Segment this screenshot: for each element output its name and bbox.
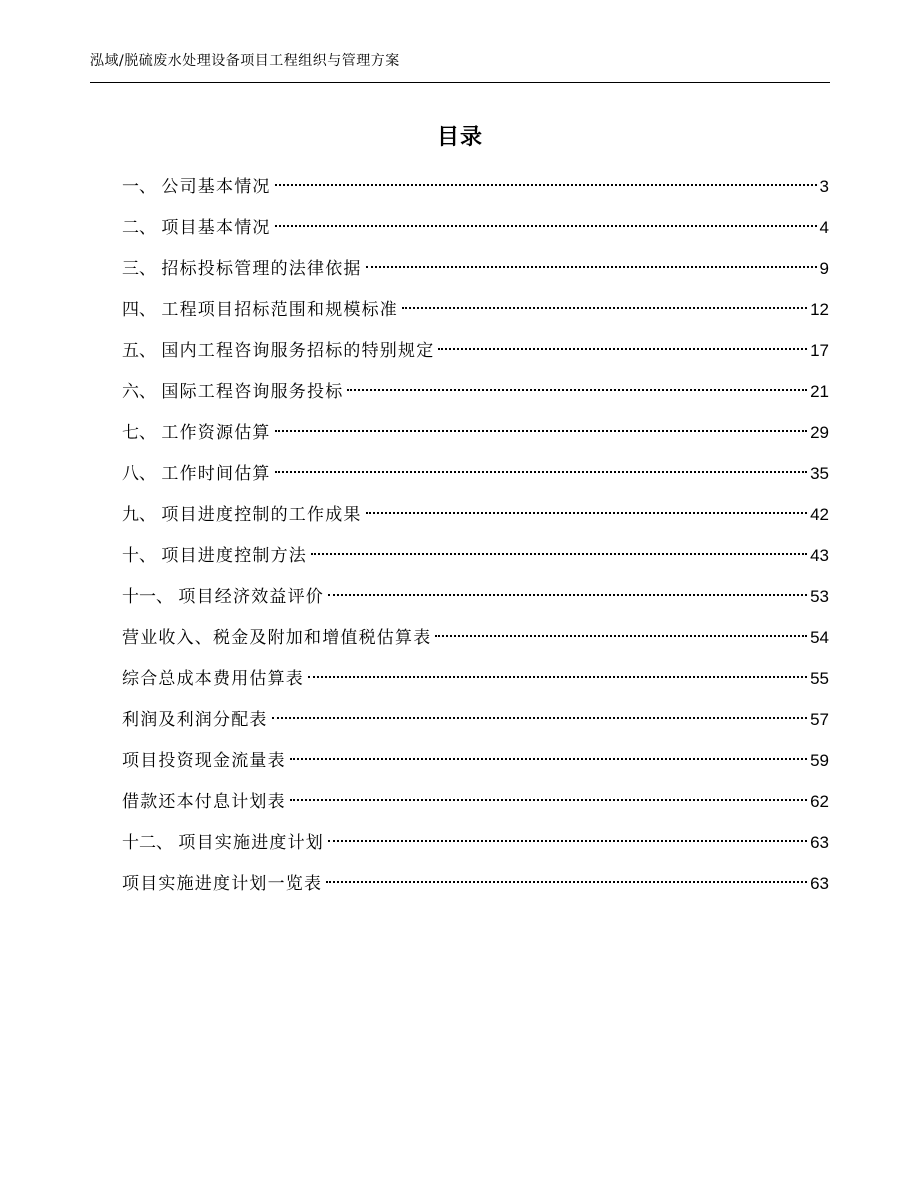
- toc-entry-page: 43: [810, 546, 829, 565]
- toc-entry[interactable]: [122, 494, 829, 535]
- toc-entry-page: 35: [810, 464, 829, 483]
- toc-entry-label: 营业收入、税金及附加和增值税估算表: [122, 628, 432, 648]
- toc-entry-page: 21: [810, 382, 829, 401]
- dot-leader: [275, 184, 817, 186]
- toc-title: 目录: [436, 125, 483, 150]
- toc-entry-label: 借款还本付息计划表: [122, 792, 286, 812]
- toc-entry-label: 项目投资现金流量表: [122, 751, 286, 771]
- toc-entry-label: 工作时间估算: [161, 464, 271, 484]
- dot-leader: [435, 635, 807, 637]
- toc-entry[interactable]: [122, 412, 829, 453]
- dot-leader: [290, 758, 807, 760]
- dot-leader: [275, 471, 807, 473]
- toc-entry-page: 63: [810, 874, 829, 893]
- dot-leader: [366, 512, 807, 514]
- toc-entry-number: 七、: [122, 423, 162, 443]
- toc-entry[interactable]: [122, 207, 829, 248]
- toc-entry[interactable]: [122, 740, 829, 781]
- toc-entry-label: 项目实施进度计划一览表: [122, 874, 323, 894]
- toc-entry-label: 招标投标管理的法律依据: [161, 259, 362, 279]
- toc-entry-label: 公司基本情况: [161, 177, 271, 197]
- toc-entry[interactable]: [122, 822, 829, 863]
- dot-leader: [311, 553, 807, 555]
- toc-entry[interactable]: [122, 658, 829, 699]
- toc-entry-label: 项目基本情况: [161, 218, 271, 238]
- dot-leader: [366, 266, 817, 268]
- toc-entry-number: 十一、: [122, 587, 179, 607]
- toc-entry-number: 十二、: [122, 833, 179, 853]
- toc-entry-number: 九、: [122, 505, 162, 525]
- dot-leader: [272, 717, 807, 719]
- dot-leader: [328, 594, 807, 596]
- toc-entry[interactable]: [122, 289, 829, 330]
- toc-entry-number: 二、: [122, 218, 162, 238]
- dot-leader: [275, 225, 817, 227]
- toc-entry-label: 项目实施进度计划: [178, 833, 325, 853]
- toc-entry[interactable]: [122, 330, 829, 371]
- toc-entry-page: 57: [810, 710, 829, 729]
- toc-entry[interactable]: [122, 535, 829, 576]
- toc-entry-number: 十、: [122, 546, 162, 566]
- toc-entry-page: 59: [810, 751, 829, 770]
- dot-leader: [347, 389, 807, 391]
- toc-entry-page: 12: [810, 300, 829, 319]
- toc-entry-number: 八、: [122, 464, 162, 484]
- dot-leader: [275, 430, 807, 432]
- toc-entry-page: 54: [810, 628, 829, 647]
- dot-leader: [438, 348, 807, 350]
- toc-entry[interactable]: [122, 576, 829, 617]
- toc-entry[interactable]: [122, 863, 829, 904]
- dot-leader: [328, 840, 807, 842]
- toc-entry-page: 62: [810, 792, 829, 811]
- toc-entry-label: 项目进度控制的工作成果: [161, 505, 362, 525]
- toc-entry[interactable]: [122, 453, 829, 494]
- dot-leader: [308, 676, 807, 678]
- toc-entry[interactable]: [122, 371, 829, 412]
- toc-entry-page: 29: [810, 423, 829, 442]
- toc-entry-page: 4: [819, 218, 829, 237]
- toc-entry-page: 17: [810, 341, 829, 360]
- table-of-contents: [122, 166, 829, 904]
- running-header: 泓域/脱硫废水处理设备项目工程组织与管理方案: [90, 53, 400, 69]
- toc-entry-page: 42: [810, 505, 829, 524]
- toc-entry-page: 53: [810, 587, 829, 606]
- toc-entry-label: 项目经济效益评价: [178, 587, 325, 607]
- toc-entry-number: 五、: [122, 341, 162, 361]
- toc-entry-page: 55: [810, 669, 829, 688]
- toc-entry-number: 六、: [122, 382, 162, 402]
- toc-entry[interactable]: [122, 617, 829, 658]
- dot-leader: [326, 881, 807, 883]
- toc-entry-number: 四、: [122, 300, 162, 320]
- dot-leader: [402, 307, 807, 309]
- toc-entry-label: 国内工程咨询服务招标的特别规定: [161, 341, 435, 361]
- toc-entry[interactable]: [122, 248, 829, 289]
- toc-entry-page: 3: [819, 177, 829, 196]
- toc-entry-label: 国际工程咨询服务投标: [161, 382, 344, 402]
- toc-entry-page: 9: [819, 259, 829, 278]
- toc-entry-page: 63: [810, 833, 829, 852]
- toc-entry-number: 三、: [122, 259, 162, 279]
- toc-entry[interactable]: [122, 699, 829, 740]
- header-rule: [90, 82, 830, 83]
- toc-entry-label: 项目进度控制方法: [161, 546, 308, 566]
- toc-entry-label: 综合总成本费用估算表: [122, 669, 304, 689]
- dot-leader: [290, 799, 807, 801]
- toc-entry-label: 利润及利润分配表: [122, 710, 268, 730]
- toc-entry[interactable]: [122, 781, 829, 822]
- toc-entry[interactable]: [122, 166, 829, 207]
- toc-entry-label: 工作资源估算: [161, 423, 271, 443]
- toc-entry-number: 一、: [122, 177, 162, 197]
- toc-entry-label: 工程项目招标范围和规模标准: [161, 300, 399, 320]
